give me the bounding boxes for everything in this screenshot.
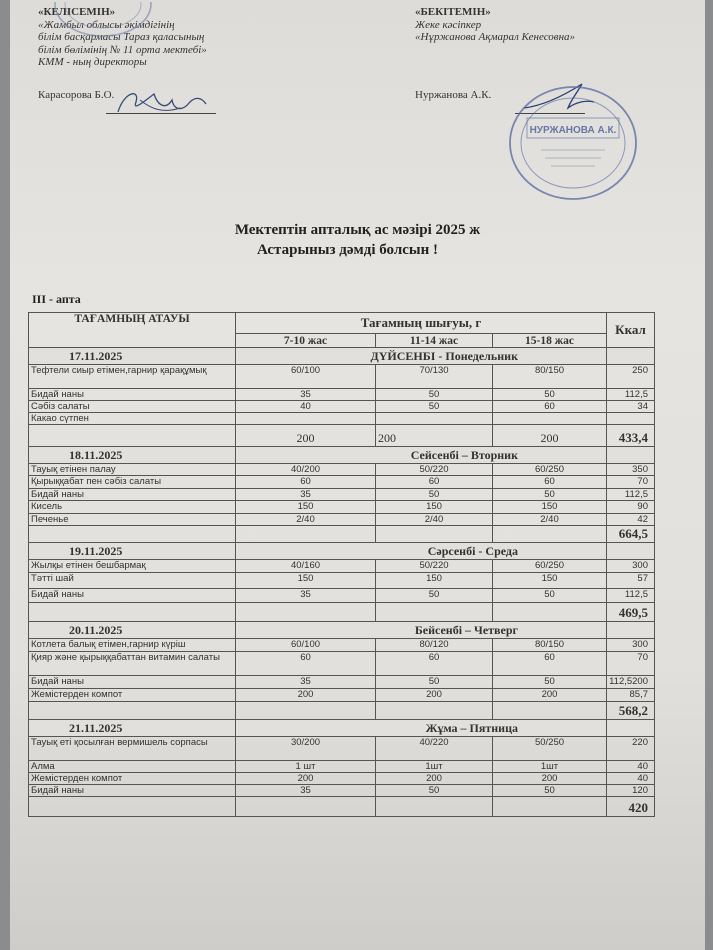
total-row	[29, 797, 655, 817]
dish-name: Қырыққабат пен сәбіз салаты	[29, 476, 236, 489]
kcal-value: 90	[607, 501, 655, 514]
portion-11-14: 50/220	[376, 560, 493, 573]
table-row	[29, 464, 655, 476]
approval-left-line: білім бөлімінің № 11 орта мектебі»	[38, 43, 207, 56]
kcal-value: 220	[607, 737, 655, 761]
approval-left-line: КММ - ның директоры	[38, 56, 147, 68]
portion-15-18: 150	[493, 573, 607, 589]
menu-title: Мектептін апталық ас мәзірі 2025 ж	[234, 222, 481, 238]
portion-15-18: 150	[493, 501, 607, 514]
day-kcal-empty	[607, 447, 655, 464]
menu-table	[28, 312, 655, 817]
portion-11-14: 50	[376, 401, 493, 413]
kcal-value: 70	[607, 652, 655, 676]
portion-7-10: 30/200	[236, 737, 376, 761]
dish-name: Тәтті шай	[29, 573, 236, 589]
portion-15-18: 60	[493, 652, 607, 676]
dish-name: Жемістерден компот	[29, 773, 236, 785]
total-kcal: 420	[607, 797, 655, 817]
table-row	[29, 676, 655, 689]
table-row	[29, 773, 655, 785]
day-date: 20.11.2025	[29, 622, 236, 639]
table-row	[29, 689, 655, 702]
portion-7-10: 35	[236, 785, 376, 797]
dish-name: Тауық еті қосылған вермишель сорпасы	[29, 737, 236, 761]
table-row	[29, 489, 655, 501]
total-7-10	[236, 603, 376, 622]
kcal-value: 112,5200	[607, 676, 655, 689]
portion-7-10	[236, 413, 376, 425]
day-name: Бейсенбі – Четверг	[236, 622, 607, 639]
day-kcal-empty	[607, 720, 655, 737]
portion-15-18: 2/40	[493, 514, 607, 526]
signature-left	[110, 86, 220, 120]
day-date: 19.11.2025	[29, 543, 236, 560]
portion-15-18: 50/250	[493, 737, 607, 761]
portion-11-14: 2/40	[376, 514, 493, 526]
portion-7-10: 40/200	[236, 464, 376, 476]
header-age-group: 15-18 жас	[493, 334, 607, 348]
day-name: Сәрсенбі - Среда	[236, 543, 607, 560]
total-15-18	[493, 702, 607, 720]
portion-15-18: 60	[493, 476, 607, 489]
dish-name: Бидай наны	[29, 676, 236, 689]
kcal-value	[607, 413, 655, 425]
total-row	[29, 603, 655, 622]
seal-text: НУРЖАНОВА А.К.	[529, 125, 617, 136]
dish-name: Печенье	[29, 514, 236, 526]
portion-7-10: 35	[236, 389, 376, 401]
table-row	[29, 401, 655, 413]
total-11-14	[376, 797, 493, 817]
portion-11-14: 1шт	[376, 761, 493, 773]
menu-subtitle: Астарыныз дәмді болсын !	[256, 242, 439, 258]
total-11-14	[376, 526, 493, 543]
day-header-row	[29, 447, 655, 464]
table-row	[29, 652, 655, 676]
portion-15-18: 50	[493, 676, 607, 689]
day-name: Сейсенбі – Вторник	[236, 447, 607, 464]
portion-15-18: 50	[493, 489, 607, 501]
total-kcal: 664,5	[607, 526, 655, 543]
portion-7-10: 35	[236, 589, 376, 603]
table-row	[29, 785, 655, 797]
week-label: III - апта	[32, 292, 81, 306]
table-row	[29, 476, 655, 489]
approval-left-title: «КЕЛІСЕМІН»	[38, 6, 116, 18]
dish-name: Котлета балық етімен,гарнир күріш	[29, 639, 236, 652]
header-kcal: Ккал	[607, 313, 655, 348]
dish-name: Бидай наны	[29, 589, 236, 603]
portion-7-10: 1 шт	[236, 761, 376, 773]
dish-name: Тефтели сиыр етімен,гарнир қарақұмық	[29, 365, 236, 389]
portion-11-14: 50	[376, 785, 493, 797]
portion-15-18: 60/250	[493, 464, 607, 476]
table-row	[29, 501, 655, 514]
dish-name: Бидай наны	[29, 389, 236, 401]
kcal-value: 300	[607, 560, 655, 573]
portion-11-14: 150	[376, 501, 493, 514]
portion-7-10: 200	[236, 689, 376, 702]
dish-name: Жылқы етінен бешбармақ	[29, 560, 236, 573]
kcal-value: 350	[607, 464, 655, 476]
day-date: 18.11.2025	[29, 447, 236, 464]
table-row	[29, 573, 655, 589]
kcal-value: 42	[607, 514, 655, 526]
table-row	[29, 413, 655, 425]
kcal-value: 70	[607, 476, 655, 489]
day-header-row	[29, 348, 655, 365]
total-row	[29, 526, 655, 543]
portion-11-14: 80/120	[376, 639, 493, 652]
portion-11-14: 200	[376, 689, 493, 702]
day-kcal-empty	[607, 622, 655, 639]
portion-11-14: 60	[376, 476, 493, 489]
table-row	[29, 737, 655, 761]
kcal-value: 112,5	[607, 489, 655, 501]
total-11-14: 200	[376, 425, 493, 447]
total-label-empty	[29, 603, 236, 622]
day-name: Жұма – Пятница	[236, 720, 607, 737]
portion-15-18: 80/150	[493, 365, 607, 389]
day-name: ДҮЙСЕНБІ - Понедельник	[236, 348, 607, 365]
portion-7-10: 40	[236, 401, 376, 413]
dish-name: Алма	[29, 761, 236, 773]
header-output: Тағамның шығуы, г	[236, 313, 607, 334]
total-15-18	[493, 603, 607, 622]
total-row	[29, 425, 655, 447]
approval-left-signer: Карасорова Б.О.	[38, 88, 115, 101]
portion-7-10: 150	[236, 501, 376, 514]
kcal-value: 112,5	[607, 589, 655, 603]
total-label-empty	[29, 702, 236, 720]
portion-11-14: 50	[376, 389, 493, 401]
portion-15-18: 50	[493, 389, 607, 401]
day-kcal-empty	[607, 543, 655, 560]
portion-15-18: 200	[493, 689, 607, 702]
portion-7-10: 150	[236, 573, 376, 589]
document-page	[10, 0, 705, 950]
header-dish: ТАҒАМНЫҢ АТАУЫ	[29, 313, 236, 348]
kcal-value: 250	[607, 365, 655, 389]
kcal-value: 40	[607, 761, 655, 773]
total-label-empty	[29, 526, 236, 543]
total-kcal: 433,4	[607, 425, 655, 447]
dish-name: Қияр және қырыққабаттан витамин салаты	[29, 652, 236, 676]
portion-15-18: 60	[493, 401, 607, 413]
kcal-value: 57	[607, 573, 655, 589]
day-header-row	[29, 543, 655, 560]
portion-7-10: 35	[236, 489, 376, 501]
portion-15-18: 50	[493, 589, 607, 603]
portion-15-18: 200	[493, 773, 607, 785]
total-7-10	[236, 702, 376, 720]
dish-name: Бидай наны	[29, 489, 236, 501]
approval-right-signer: Нуржанова А.К.	[415, 88, 492, 101]
portion-7-10: 35	[236, 676, 376, 689]
approval-left-line: «Жамбыл облысы әкімдігінің	[38, 18, 175, 31]
approval-left-line: білім басқармасы Тараз қаласының	[38, 31, 205, 43]
portion-15-18: 80/150	[493, 639, 607, 652]
dish-name: Жемістерден компот	[29, 689, 236, 702]
dish-name: Кисель	[29, 501, 236, 514]
portion-7-10: 60	[236, 476, 376, 489]
stamp-left	[53, 2, 153, 38]
portion-15-18: 60/250	[493, 560, 607, 573]
portion-11-14: 200	[376, 773, 493, 785]
table-row	[29, 761, 655, 773]
table-row	[29, 589, 655, 603]
approval-right-line: «Нұржанова Ақмарал Кенесовна»	[415, 31, 576, 43]
kcal-value: 85,7	[607, 689, 655, 702]
portion-7-10: 200	[236, 773, 376, 785]
table-row	[29, 365, 655, 389]
total-15-18: 200	[493, 425, 607, 447]
kcal-value: 112,5	[607, 389, 655, 401]
total-7-10: 200	[236, 425, 376, 447]
portion-11-14: 150	[376, 573, 493, 589]
portion-15-18: 50	[493, 785, 607, 797]
dish-name: Бидай наны	[29, 785, 236, 797]
portion-11-14: 50/220	[376, 464, 493, 476]
table-row	[29, 639, 655, 652]
header-age-group: 7-10 жас	[236, 334, 376, 348]
kcal-value: 120	[607, 785, 655, 797]
total-label-empty	[29, 425, 236, 447]
portion-7-10: 60	[236, 652, 376, 676]
total-7-10	[236, 797, 376, 817]
portion-7-10: 40/160	[236, 560, 376, 573]
day-kcal-empty	[607, 348, 655, 365]
portion-15-18	[493, 413, 607, 425]
total-11-14	[376, 702, 493, 720]
portion-11-14: 60	[376, 652, 493, 676]
total-15-18	[493, 526, 607, 543]
day-header-row	[29, 720, 655, 737]
portion-15-18: 1шт	[493, 761, 607, 773]
kcal-value: 300	[607, 639, 655, 652]
day-header-row	[29, 622, 655, 639]
dish-name: Тауық етінен палау	[29, 464, 236, 476]
total-label-empty	[29, 797, 236, 817]
total-kcal: 568,2	[607, 702, 655, 720]
table-row	[29, 560, 655, 573]
total-11-14	[376, 603, 493, 622]
table-row	[29, 514, 655, 526]
dish-name: Какао сүтпен	[29, 413, 236, 425]
kcal-value: 34	[607, 401, 655, 413]
total-15-18	[493, 797, 607, 817]
dish-name: Сәбіз салаты	[29, 401, 236, 413]
total-7-10	[236, 526, 376, 543]
total-kcal: 469,5	[607, 603, 655, 622]
portion-11-14: 50	[376, 589, 493, 603]
approval-right-line: Жеке кәсіпкер	[415, 18, 482, 31]
portion-7-10: 60/100	[236, 365, 376, 389]
table-row	[29, 389, 655, 401]
company-seal	[507, 84, 639, 202]
day-date: 21.11.2025	[29, 720, 236, 737]
approval-right-title: «БЕКІТЕМІН»	[415, 6, 491, 18]
header-age-group: 11-14 жас	[376, 334, 493, 348]
portion-11-14: 70/130	[376, 365, 493, 389]
day-date: 17.11.2025	[29, 348, 236, 365]
portion-11-14	[376, 413, 493, 425]
kcal-value: 40	[607, 773, 655, 785]
portion-11-14: 40/220	[376, 737, 493, 761]
total-row	[29, 702, 655, 720]
portion-11-14: 50	[376, 676, 493, 689]
portion-7-10: 60/100	[236, 639, 376, 652]
portion-7-10: 2/40	[236, 514, 376, 526]
portion-11-14: 50	[376, 489, 493, 501]
